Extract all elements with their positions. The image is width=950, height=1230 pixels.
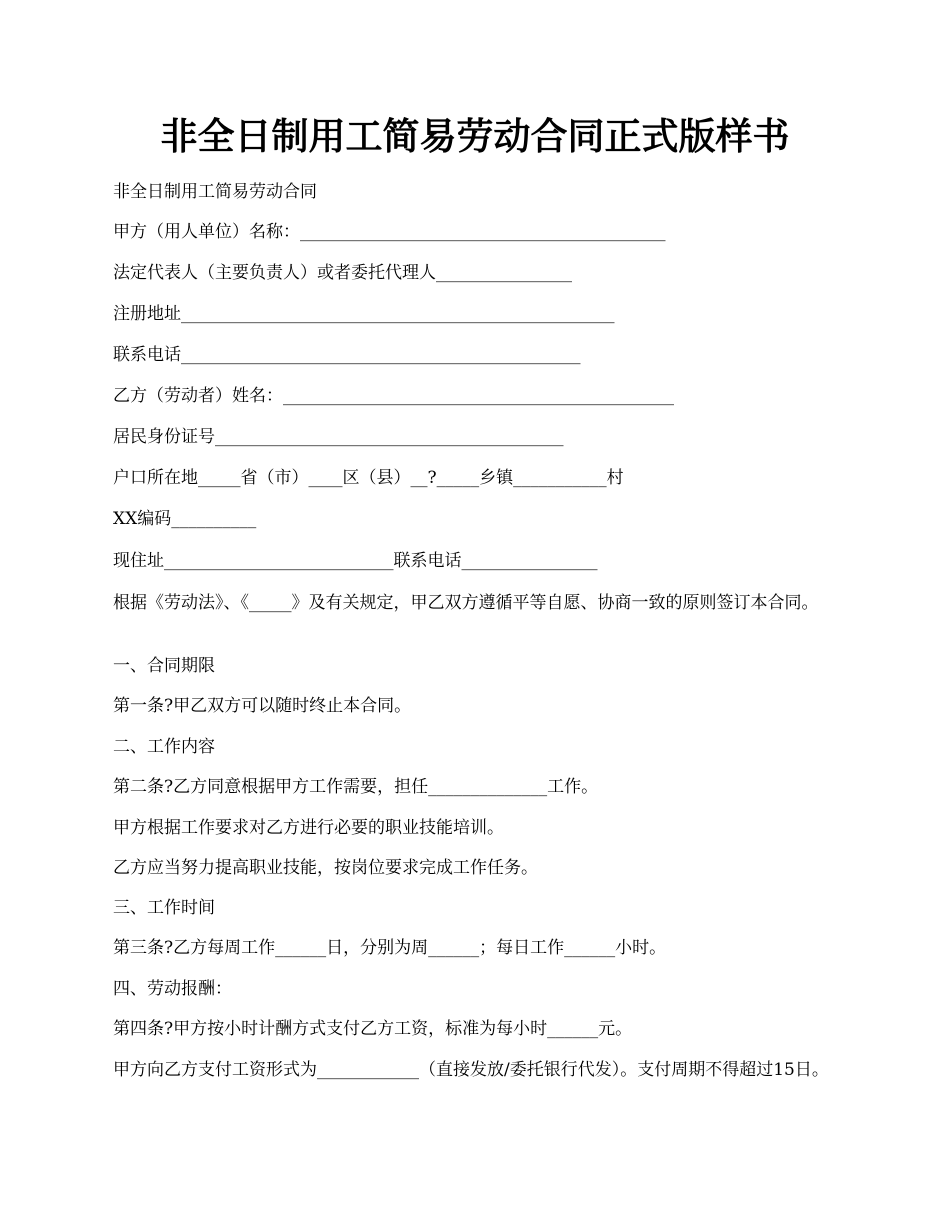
legal-representative-line: 法定代表人（主要负责人）或者委托代理人________________ (113, 263, 572, 283)
id-number-line: 居民身份证号_________________________________________ (113, 427, 564, 447)
party-a-name-line: 甲方（用人单位）名称：___________________________________________ (113, 222, 666, 242)
payment-method-paragraph: 甲方向乙方支付工资形式为____________（直接发放/委托银行代发）。支付周期不得超过15日。 (113, 1060, 829, 1080)
section-heading-work-time: 三、工作时间 (113, 898, 215, 918)
postal-code-line: XX编码__________ (113, 509, 257, 529)
article-4: 第四条?甲方按小时计酬方式支付乙方工资，标准为每小时______元。 (113, 1019, 633, 1039)
section-heading-work-content: 二、工作内容 (113, 737, 215, 757)
document-title: 非全日制用工简易劳动合同正式版样书 (160, 114, 790, 158)
party-b-name-line: 乙方（劳动者）姓名：______________________________________________ (113, 386, 674, 406)
article-2: 第二条?乙方同意根据甲方工作需要，担任______________工作。 (113, 777, 599, 797)
current-address-line: 现住址___________________________联系电话________________ (113, 551, 598, 571)
article-3: 第三条?乙方每周工作______日，分别为周______；每日工作______小时。 (113, 938, 667, 958)
section-heading-term: 一、合同期限 (113, 656, 215, 676)
contract-subtitle: 非全日制用工简易劳动合同 (113, 182, 317, 202)
training-paragraph: 甲方根据工作要求对乙方进行必要的职业技能培训。 (113, 818, 504, 838)
party-a-phone-line: 联系电话_______________________________________________ (113, 345, 581, 365)
household-registration-line: 户口所在地_____省（市）____区（县）__?_____乡镇___________村 (113, 468, 624, 488)
skill-paragraph: 乙方应当努力提高职业技能，按岗位要求完成工作任务。 (113, 858, 538, 878)
section-heading-remuneration: 四、劳动报酬： (113, 979, 232, 999)
article-1: 第一条?甲乙双方可以随时终止本合同。 (113, 696, 412, 716)
registered-address-line: 注册地址___________________________________________________ (113, 304, 615, 324)
preamble-paragraph: 根据《劳动法》、《_____》及有关规定，甲乙双方遵循平等自愿、协商一致的原则签订本合同。 (113, 593, 819, 613)
